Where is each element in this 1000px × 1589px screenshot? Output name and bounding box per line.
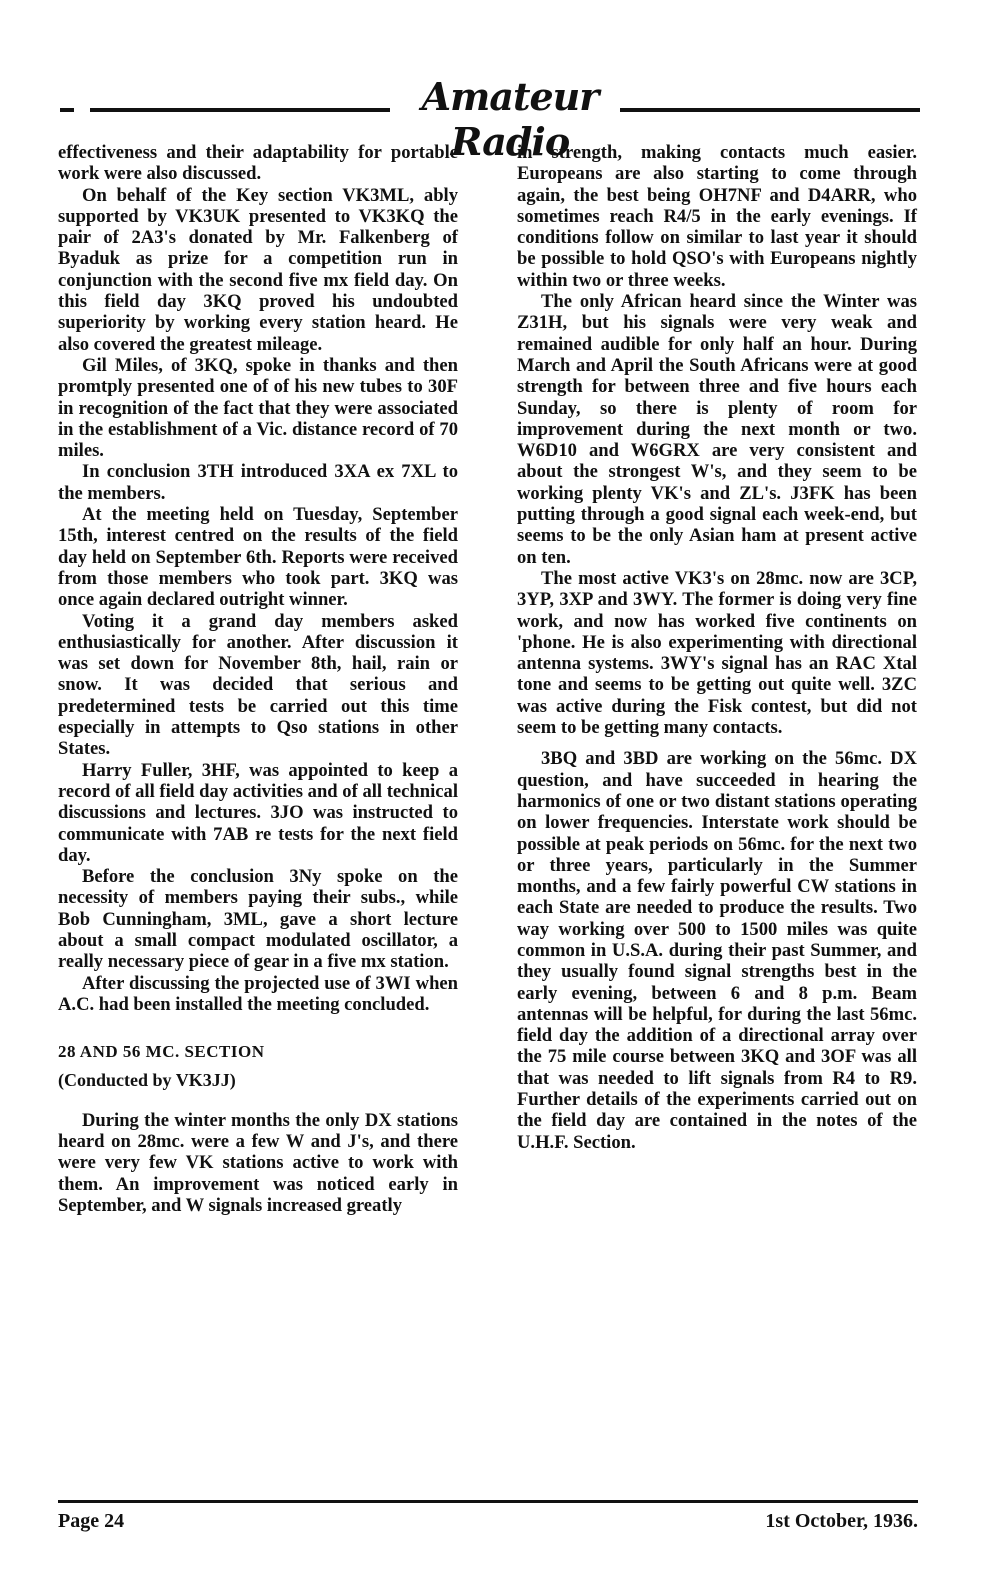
paragraph: The most active VK3's on 28mc. now are 3CP, 3YP, 3XP and 3WY. The former is doing very fine work, and now has worked five continents on 'phone. He is also experimenting with directional antenna systems. 3WY's signal has an RAC Xtal tone and seems to be getting out quite well. 3ZC was active during the Fisk contest, but did not seem to be getting many contacts. [517, 567, 917, 739]
page-number: Page 24 [58, 1510, 125, 1532]
paragraph: Harry Fuller, 3HF, was appointed to keep a record of all field day activities and of all technical discussions and lectures. 3JO was instructed to communicate with 7AB re tests for the next field day. [58, 759, 458, 866]
left-column [58, 142, 458, 1216]
paragraph: The only African heard since the Winter was Z31H, but his signals were very weak and remained audible for only half an hour. During March and April the South Africans were at good strength for between three and five hours each Sunday, so there is plenty of room for improvement during the next month or two. W6D10 and W6GRX are very consistent and about the strongest W's, and they seem to be working plenty VK's and ZL's. J3FK has been putting through a good signal each week-end, but seems to be the only Asian ham at present active on ten. [517, 291, 917, 568]
masthead-rule-left [90, 108, 390, 112]
masthead-title: Amateur Radio [421, 74, 599, 164]
paragraph: On behalf of the Key section VK3ML, ably supported by VK3UK presented to VK3KQ the pair of 2A3's donated by Mr. Falkenberg of Byaduk as prize for a competition run in conjunction with the second five mx field day. On this field day 3KQ proved his undoubted superiority by working every station heard. He also covered the greatest mileage. [58, 184, 458, 355]
masthead-dash [60, 108, 74, 112]
paragraph: In conclusion 3TH introduced 3XA ex 7XL to the members. [58, 461, 458, 504]
issue-date: 1st October, 1936. [765, 1510, 918, 1532]
paragraph: Before the conclusion 3Ny spoke on the necessity of members paying their subs., while Bob Cunningham, 3ML, gave a short lecture about a small compact modulated oscillator, a really necessary piece of gear in a five mx station. [58, 866, 458, 973]
right-column [517, 142, 917, 1153]
paragraph: At the meeting held on Tuesday, September 15th, interest centred on the results of the field day held on September 6th. Reports were received from those members who took part. 3KQ was once again declared outright winner. [58, 504, 458, 611]
paragraph: 3BQ and 3BD are working on the 56mc. DX question, and have succeeded in hearing the harmonics of one or two distant stations operating on lower frequencies. Interstate work should be possible at peak periods on 56mc. for the next two or three years, particularly in the Summer months, and a few fairly powerful CW stations in each State are needed to produce the results. Two way working over 500 to 1500 miles was quite common in U.S.A. during their past Summer, and they usually found signal strengths best in the early evening, between 6 and 8 p.m. Beam antennas will be helpful, for during the last 56mc. field day the addition of a directional array over the 75 mile course between 3KQ and 3OF was all that was needed to lift signals from R4 to R9. Further details of the experiments carried out on the field day are contained in the notes of the U.H.F. Section. [517, 748, 917, 1153]
masthead-rule-right [620, 108, 920, 112]
paragraph: Voting it a grand day members asked enthusiastically for another. After discussion it was set down for November 8th, hail, rain or snow. It was decided that serious and predetermined tests be carried out this time especially in attempts to Qso stations in other States. [58, 610, 458, 760]
paragraph: in strength, making contacts much easier. Europeans are also starting to come through again, the best being OH7NF and D4ARR, who sometimes reach R4/5 in the early evenings. If conditions follow on similar to last year it should be possible to hold QSO's with Europeans nightly within two or three weeks. [517, 142, 917, 291]
section-subheading: (Conducted by VK3JJ) [58, 1070, 236, 1091]
paragraph: Gil Miles, of 3KQ, spoke in thanks and then promtply presented one of of his new tubes to 30F in recognition of the fact that they were associated in the establishment of a Vic. distance record of 70 miles. [58, 354, 458, 462]
footer-rule [58, 1500, 918, 1503]
paragraph: effectiveness and their adaptability for portable work were also discussed. [58, 142, 458, 185]
paragraph: During the winter months the only DX stations heard on 28mc. were a few W and J's, and there were very few VK stations active to work with them. An improvement was noticed early in September, and W signals increased greatly [58, 1109, 458, 1216]
section-heading: 28 AND 56 MC. SECTION [58, 1042, 265, 1062]
paragraph: After discussing the projected use of 3WI when A.C. had been installed the meeting concluded. [58, 972, 458, 1015]
